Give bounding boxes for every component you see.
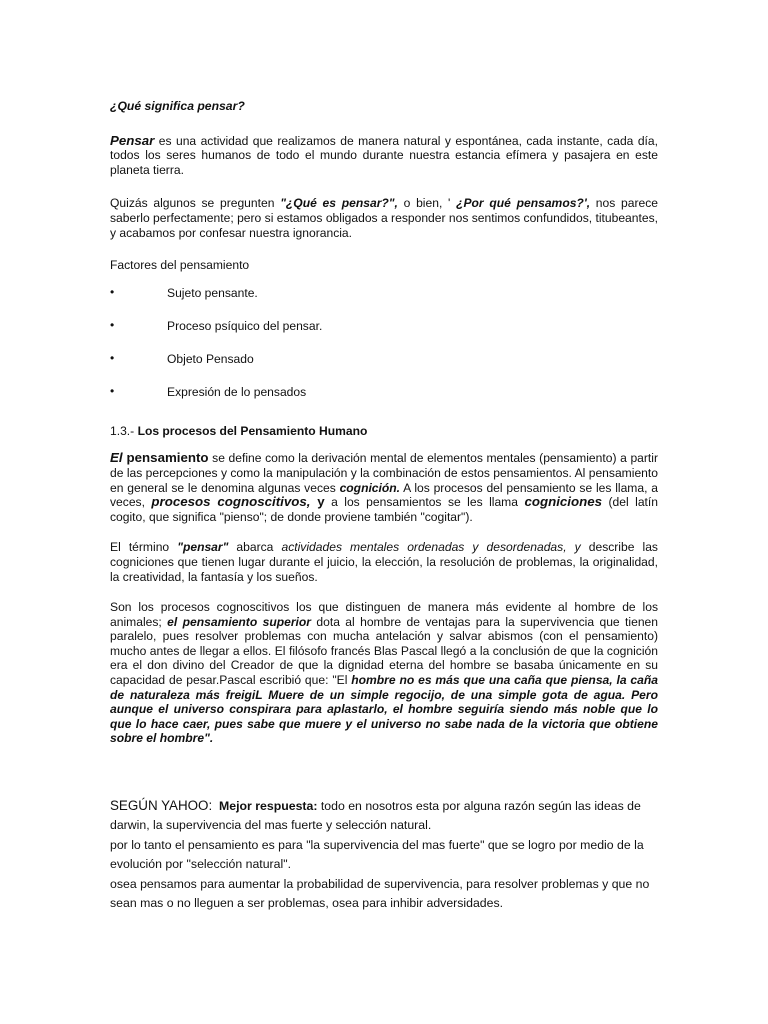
list-item <box>110 286 658 319</box>
question-por-que-pensamos: ¿Por qué pensamos?', <box>456 196 591 211</box>
page-title: ¿Qué significa pensar? <box>110 99 245 113</box>
bullet-icon: • <box>110 317 115 332</box>
term-pensamiento: pensamiento <box>122 450 209 466</box>
term-pensamiento-superior: el pensamiento superior <box>167 614 311 629</box>
term-cognicion: cognición. <box>339 480 401 495</box>
section-title: Los procesos del Pensamiento Humano <box>137 423 368 438</box>
paragraph-text: abarca <box>228 540 282 555</box>
term-procesos-cognoscitivos: procesos cognoscitivos, <box>151 494 311 510</box>
list-item-label: Objeto Pensado <box>167 351 254 366</box>
paragraph-pensar-definition <box>110 134 658 178</box>
term-pensar-quoted: "pensar" <box>177 540 229 555</box>
document-page <box>110 99 658 913</box>
paragraph-questions <box>110 196 658 240</box>
paragraph-text: es una actividad que realizamos de manera natural y espontánea, cada instante, cada día, todos los seres humanos de todo el mundo durante nuestra estancia efímera y pasajera en este planeta tierra. <box>110 133 658 177</box>
factors-list <box>110 286 658 418</box>
list-item <box>110 385 658 418</box>
list-item-label: Expresión de lo pensados <box>167 384 307 399</box>
paragraph-termino-pensar <box>110 540 658 584</box>
term-pensar: Pensar <box>110 132 155 148</box>
list-item-label: Proceso psíquico del pensar. <box>167 318 323 333</box>
paragraph-text: describe las cogniciones que tienen lugar durante el juicio, la elección, la resolución de problemas, la originalidad, la creatividad, la fantasía y los sueños. <box>110 540 658 584</box>
term-actividades-mentales: actividades mentales ordenadas y desordenadas, y <box>281 540 581 555</box>
paragraph-text: (del latín cogito, que significa "pienso"; de donde proviene también "cogitar"). <box>110 495 658 524</box>
yahoo-answer-line: por lo tanto el pensamiento es para "la supervivencia del mas fuerte" que se logro por medio de la evolución por "selección natural". <box>110 837 644 872</box>
section-heading <box>110 424 658 439</box>
paragraph-text: nos parece saberlo perfectamente; pero si estamos obligados a responder nos sentimos confundidos, titubeantes, y acabamos por confesar nuestra ignorancia. <box>110 196 659 240</box>
list-item <box>110 352 658 385</box>
yahoo-answer-section <box>110 796 658 913</box>
paragraph-text: dota al hombre de ventajas para la supervivencia que tienen paralelo, pues resolver problemas con mucha antelación y salvar abismos (con el pensamiento) mucho antes de llegar a ellos. El filósofo francés Blas Pascal llegó a la conclusión de que la cognición era el don divino del Creador de que la dignidad eterna del hombre se basaba únicamente en su capacidad de pesar.Pascal escribió que: "El <box>110 614 658 688</box>
yahoo-answer-line: osea pensamos para aumentar la probabilidad de supervivencia, para resolver problemas y que no sean mas o no lleguen a ser problemas, osea para inhibir adversidades. <box>110 876 650 911</box>
bullet-icon: • <box>110 284 115 299</box>
bullet-icon: • <box>110 350 115 365</box>
term-cogniciones: cogniciones <box>524 494 603 510</box>
question-que-es-pensar: "¿Qué es pensar?", <box>280 196 398 211</box>
paragraph-text: a los pensamientos se les llama <box>324 495 525 510</box>
paragraph-procesos-cognoscitivos <box>110 600 658 746</box>
pascal-quote: hombre no es más que una caña que piensa, la caña de naturaleza más freigiL Muere de un simple regocijo, de una simple gota de agua. Pero aunque el universo conspirara para aplastarlo, el hombre seguiría siendo más noble que lo que lo hace caer, pues sabe que muere y el universo no sabe nada de la victoria que obtiene sobre el hombre". <box>110 673 659 746</box>
paragraph-pensamiento-definition <box>110 451 658 524</box>
yahoo-source-label: SEGÚN YAHOO: <box>110 798 213 814</box>
paragraph-text: se define como la derivación mental de elementos mentales (pensamiento) a partir de las percepciones y como la manipulación y la combinación de estos pensamientos. Al pensamiento en general se le denomina algunas veces <box>110 451 658 495</box>
section-number: 1.3.- <box>110 423 138 438</box>
yahoo-answer-line <box>110 796 658 836</box>
paragraph-text: A los procesos del pensamiento se les llama, a veces, <box>110 480 658 510</box>
list-item <box>110 319 658 352</box>
bullet-icon: • <box>110 383 115 398</box>
paragraph-text: o bien, ' <box>397 196 457 211</box>
term-el: El <box>110 450 123 466</box>
best-answer-label: Mejor respuesta: <box>219 799 318 814</box>
paragraph-text: El término <box>110 540 178 555</box>
factors-title: Factores del pensamiento <box>110 258 250 273</box>
paragraph-text: Quizás algunos se pregunten <box>110 196 281 211</box>
yahoo-answer-text: todo en nosotros esta por alguna razón según las ideas de darwin, la supervivencia del mas fuerte y selección natural. <box>110 799 641 833</box>
list-item-label: Sujeto pensante. <box>167 285 258 300</box>
paragraph-text: Son los procesos cognoscitivos los que distinguen de manera más evidente al hombre de los animales; <box>110 600 658 629</box>
term-y: y <box>310 494 325 510</box>
